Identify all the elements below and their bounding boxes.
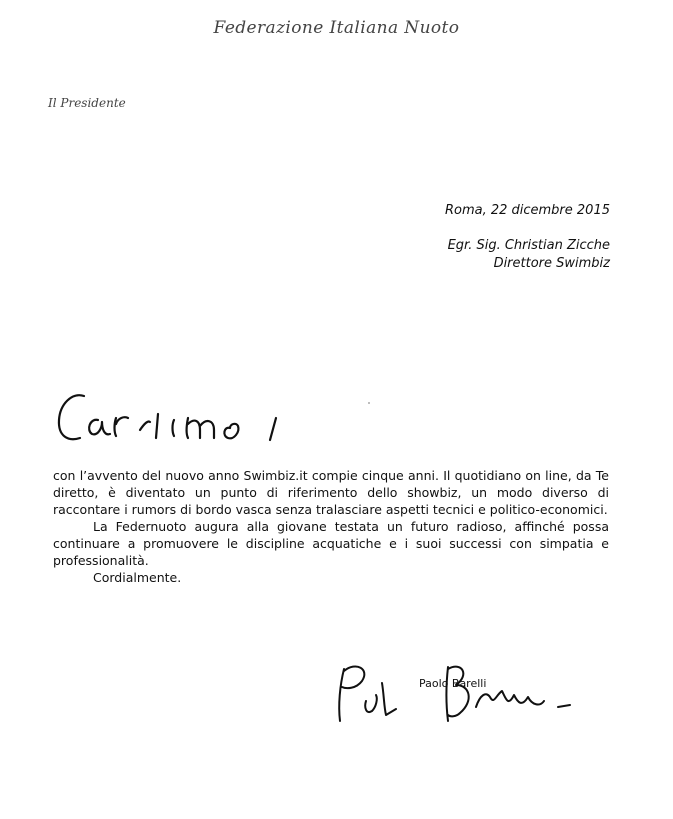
signer-printed-name: Paolo Barelli <box>419 677 487 690</box>
letterhead-organization: Federazione Italiana Nuoto <box>213 18 460 38</box>
recipient-title: Direttore Swimbiz <box>493 256 610 271</box>
recipient-name: Egr. Sig. Christian Zicche <box>447 238 610 253</box>
body-paragraph-1: con l’avvento del nuovo anno Swimbiz.it compie cinque anni. Il quotidiano on line, da Te diretto, è diventato un punto di riferimento dello showbiz, un modo diverso di raccontare i rumors di bordo vasca senza tralasciare aspetti tecnici e politico-economici. <box>53 468 609 517</box>
closing-line: Cordialmente. <box>93 570 182 585</box>
letterhead-role: Il Presidente <box>48 96 126 110</box>
place-date: Roma, 22 dicembre 2015 <box>444 203 610 218</box>
handwritten-signature <box>330 655 590 735</box>
handwritten-salutation <box>54 384 304 454</box>
letter-body <box>53 467 609 586</box>
stray-mark <box>368 402 370 404</box>
body-paragraph-2: La Federnuoto augura alla giovane testata un futuro radioso, affinché possa continuare a promuovere le discipline acquatiche e i suoi successi con simpatia e professionalità. <box>53 519 609 568</box>
